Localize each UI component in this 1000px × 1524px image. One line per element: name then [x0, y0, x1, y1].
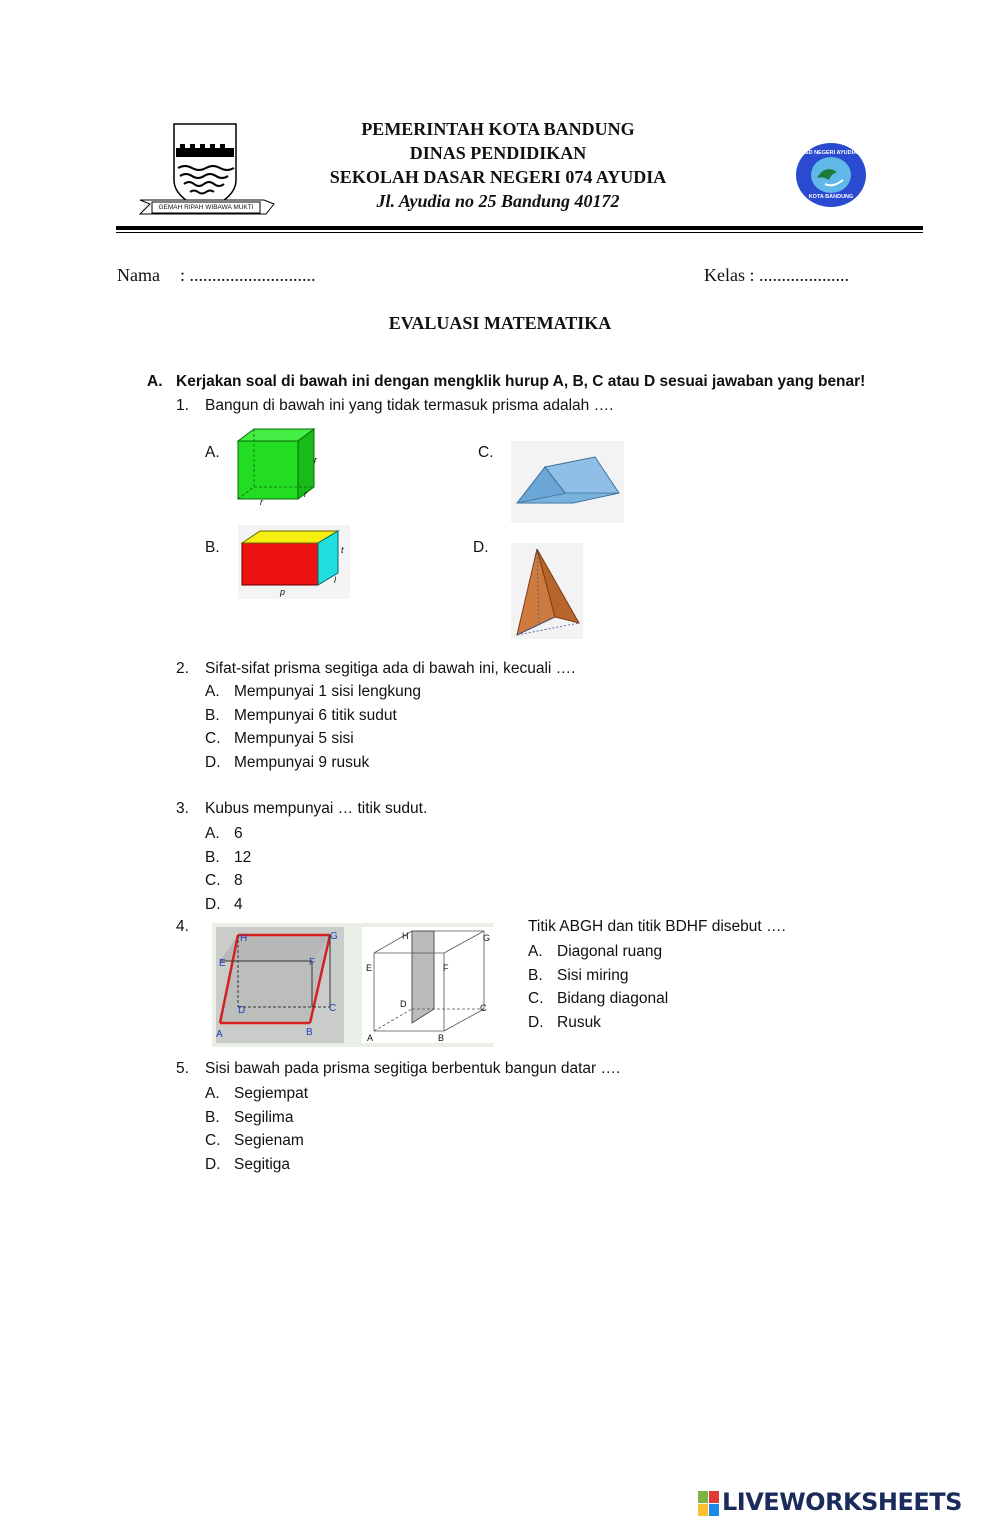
- cuboid-label-t: t: [341, 545, 344, 555]
- fig4a-label-e: E: [219, 958, 226, 969]
- fig4b-label-b: B: [438, 1033, 445, 1043]
- cube-label-r-front: r: [260, 497, 263, 507]
- nama-value[interactable]: : ............................: [179, 265, 316, 285]
- q1-option-d-letter[interactable]: D.: [473, 539, 489, 556]
- q1-option-c-letter[interactable]: C.: [478, 444, 494, 461]
- question-2-options: [205, 680, 421, 774]
- q5-option-a[interactable]: A. Segiempat: [205, 1085, 309, 1102]
- nama-field[interactable]: [117, 265, 316, 286]
- q3-option-a[interactable]: A. 6: [205, 825, 243, 842]
- question-5-options: [205, 1082, 308, 1176]
- q2-option-d[interactable]: D. Mempunyai 9 rusuk: [205, 753, 370, 771]
- question-1-number: 1.: [176, 397, 189, 414]
- kelas-label: Kelas: [704, 265, 745, 285]
- question-3-options: [205, 822, 251, 916]
- fig4a-label-a: A: [216, 1029, 223, 1040]
- q2-option-b[interactable]: B. Mempunyai 6 titik sudut: [205, 706, 397, 724]
- question-1-text: Bangun di bawah ini yang tidak termasuk prisma adalah ….: [205, 397, 614, 414]
- q3-option-b[interactable]: B. 12: [205, 848, 252, 866]
- fig4b-label-f: F: [443, 963, 449, 973]
- fig4b-label-a: A: [367, 1033, 374, 1043]
- q1-option-b-letter[interactable]: B.: [205, 539, 220, 556]
- triangular-prism-blue-icon[interactable]: [511, 441, 624, 523]
- section-instruction: Kerjakan soal di bawah ini dengan mengklik hurup A, B, C atau D sesuai jawaban yang benar!: [176, 373, 866, 390]
- q3-option-c[interactable]: C. 8: [205, 872, 243, 889]
- cube-green-icon[interactable]: [236, 427, 324, 507]
- q4-option-d[interactable]: D. Rusuk: [528, 1013, 601, 1031]
- fig4b-label-h: H: [402, 931, 409, 941]
- header-address: Jl. Ayudia no 25 Bandung 40172: [376, 191, 620, 211]
- question-2-text: Sifat-sifat prisma segitiga ada di bawah ini, kecuali ….: [205, 660, 576, 677]
- school-logo-text-top: SD NEGERI AYUDIA: [804, 150, 858, 156]
- school-logo-text-bottom: KOTA BANDUNG: [808, 194, 854, 200]
- cuboid-red-icon[interactable]: [238, 525, 350, 599]
- liveworksheets-wordmark: LIVEWORKSHEETS: [722, 1488, 962, 1516]
- cuboid-label-l: l: [334, 575, 336, 585]
- kelas-value[interactable]: : ....................: [749, 265, 849, 285]
- question-3-text: Kubus mempunyai … titik sudut.: [205, 800, 428, 817]
- q1-option-a-letter[interactable]: A.: [205, 444, 220, 461]
- fig4b-label-g: G: [483, 933, 491, 943]
- question-4-options: [528, 940, 668, 1034]
- question-5-number: 5.: [176, 1060, 189, 1077]
- q4-option-c[interactable]: C. Bidang diagonal: [528, 990, 669, 1007]
- q2-option-c[interactable]: C. Mempunyai 5 sisi: [205, 730, 354, 747]
- question-5-text: Sisi bawah pada prisma segitiga berbentuk bangun datar ….: [205, 1060, 621, 1077]
- kelas-field[interactable]: [704, 265, 849, 286]
- school-logo: [795, 142, 867, 208]
- section-letter: A.: [147, 373, 163, 390]
- header-rule-thin: [116, 232, 923, 233]
- fig4a-label-h: H: [240, 933, 248, 944]
- header-rule-thick: [116, 226, 923, 230]
- question-4-number: 4.: [176, 918, 189, 935]
- question-4-text: Titik ABGH dan titik BDHF disebut ….: [528, 918, 786, 935]
- question-2-number: 2.: [176, 660, 189, 677]
- nama-label: Nama: [117, 265, 160, 285]
- q2-option-a[interactable]: A. Mempunyai 1 sisi lengkung: [205, 683, 421, 700]
- header-school: SEKOLAH DASAR NEGERI 074 AYUDIA: [329, 167, 667, 187]
- q3-option-d[interactable]: D. 4: [205, 895, 243, 913]
- fig4b-label-c: C: [480, 1003, 487, 1013]
- fig4a-label-c: C: [329, 1003, 337, 1014]
- cuboid-label-p: p: [280, 587, 286, 597]
- city-logo-motto: GEMAH RIPAH WIBAWA MUKTI: [158, 204, 254, 211]
- q5-option-b[interactable]: B. Segilima: [205, 1108, 294, 1126]
- header-government: PEMERINTAH KOTA BANDUNG: [361, 119, 635, 139]
- q4-option-b[interactable]: B. Sisi miring: [528, 966, 629, 984]
- pyramid-orange-icon[interactable]: [511, 543, 583, 639]
- fig4a-label-f: F: [309, 957, 316, 968]
- q5-option-d[interactable]: D. Segitiga: [205, 1155, 291, 1173]
- question-3-number: 3.: [176, 800, 189, 817]
- fig4b-label-d: D: [400, 999, 407, 1009]
- cube-diagonal-plane-1-figure: [212, 923, 494, 1047]
- fig4a-label-g: G: [330, 931, 338, 942]
- fig4a-label-b: B: [306, 1027, 313, 1038]
- page-title: EVALUASI MATEMATIKA: [388, 313, 612, 333]
- fig4a-label-d: D: [238, 1005, 246, 1016]
- liveworksheets-icon: [698, 1491, 720, 1517]
- fig4b-label-e: E: [366, 963, 373, 973]
- q5-option-c[interactable]: C. Segienam: [205, 1132, 304, 1149]
- cube-label-r-side: r: [314, 455, 317, 465]
- q4-option-a[interactable]: A. Diagonal ruang: [528, 943, 663, 960]
- cube-label-r-depth: r: [304, 489, 307, 499]
- header-department: DINAS PENDIDIKAN: [409, 143, 587, 163]
